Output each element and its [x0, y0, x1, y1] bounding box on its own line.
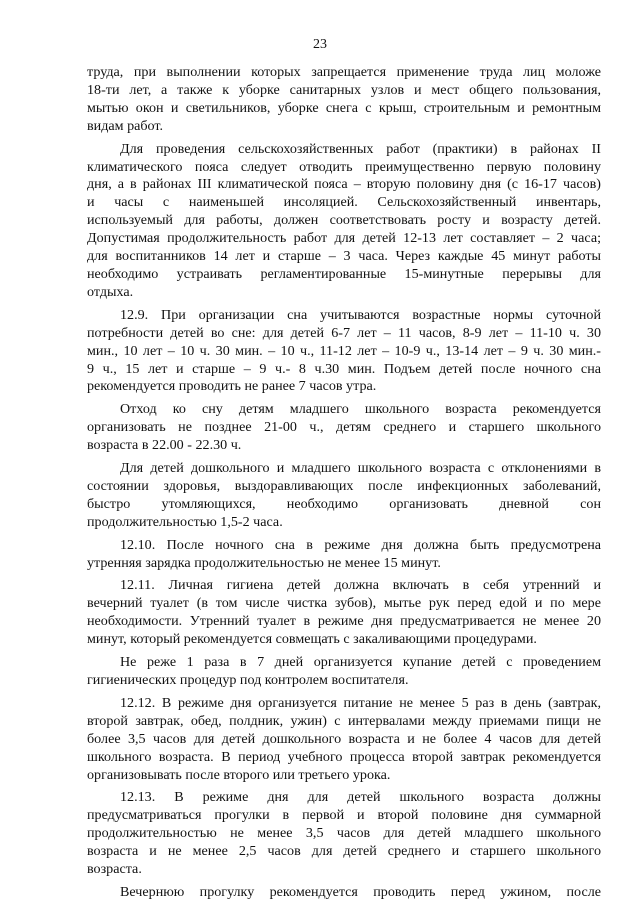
- paragraph: [87, 654, 601, 690]
- text-line: видам работ.: [87, 117, 164, 134]
- text-line: мытью окон и светильников, уборке снега с крыш, строительным и ремонтным: [87, 99, 601, 116]
- text-line: мин., 10 лет – 10 ч. 30 мин. – 10 ч., 11-12 лет – 10-9 ч., 13-14 лет – 9 ч. 30 мин.-: [87, 342, 601, 359]
- paragraph: [87, 884, 601, 902]
- paragraph: [87, 537, 601, 573]
- text-line: более 3,5 часов для детей дошкольного возраста и не более 4 часов для детей: [87, 730, 601, 747]
- text-line: вечерний туалет (в том числе чистка зубов), мытье рук перед едой и по мере: [87, 595, 601, 612]
- paragraph: [87, 401, 601, 455]
- text-line: возраста в 22.00 - 22.30 ч.: [87, 437, 242, 454]
- text-line: возраста и не менее 2,5 часов для детей среднего и старшего школьного: [87, 843, 601, 860]
- text-line: Допустимая продолжительность работ для детей 12-13 лет составляет – 2 часа;: [87, 230, 601, 247]
- text-line: отдыха.: [87, 283, 134, 300]
- text-line: Отход ко сну детям младшего школьного возраста рекомендуется: [120, 401, 601, 418]
- text-line: гигиенических процедур под контролем воспитателя.: [87, 672, 409, 688]
- paragraph: [87, 789, 601, 879]
- text-line: быстро утомляющихся, необходимо организовать дневной сон: [87, 495, 601, 512]
- text-line: дня, а в районах III климатической пояса – вторую половину дня (с 16-17 часов): [87, 176, 601, 193]
- text-line: Не реже 1 раза в 7 дней организуется купание детей с проведением: [120, 654, 601, 671]
- text-line: утренняя зарядка продолжительностью не менее 15 минут.: [87, 554, 441, 571]
- text-line: необходимо устраивать регламентированные 15-минутные перерывы для: [87, 265, 601, 282]
- text-line: продолжительностью 1,5-2 часа.: [87, 513, 283, 530]
- document-body: [87, 64, 601, 902]
- text-line: организовать не позднее 21-00 ч., детям среднего и старшего школьного: [87, 419, 601, 436]
- text-line: климатического пояса следует отводить преимущественно первую половину: [87, 158, 601, 175]
- text-line: потребности детей во сне: для детей 6-7 лет – 11 часов, 8-9 лет – 11-10 ч. 30: [87, 324, 601, 341]
- text-line: необходимости. Утренний туалет в режиме дня предусматривается не менее 20: [87, 613, 601, 630]
- text-line: 12.9. При организации сна учитываются возрастные нормы суточной: [120, 306, 601, 323]
- text-line: организовывать после второго или третьего урока.: [87, 766, 391, 783]
- text-line: 9 ч., 15 лет и старше – 9 ч.- 8 ч.30 мин. Подъем детей после ночного сна: [87, 360, 601, 377]
- text-line: Для детей дошкольного и младшего школьного возраста с отклонениями в: [120, 460, 601, 477]
- text-line: Для проведения сельскохозяйственных работ (практики) в районах II: [120, 140, 601, 157]
- text-line: используемый для работы, должен соответствовать росту и возрасту детей.: [87, 212, 601, 229]
- text-line: состоянии здоровья, выздоравливающих после инфекционных заболеваний,: [87, 477, 601, 494]
- text-line: второй завтрак, обед, полдник, ужин) с интервалами между приемами пищи не: [87, 712, 601, 729]
- paragraph: [87, 307, 601, 397]
- text-line: 12.10. После ночного сна в режиме дня должна быть предусмотрена: [120, 536, 601, 553]
- text-line: 12.12. В режиме дня организуется питание не менее 5 раз в день (завтрак,: [120, 694, 601, 711]
- text-line: школьного возраста. В период учебного процесса второй завтрак рекомендуется: [87, 748, 601, 765]
- text-line: возраста.: [87, 861, 142, 878]
- paragraph: [87, 64, 601, 136]
- paragraph: [87, 695, 601, 785]
- text-line: и часы с наименьшей инсоляцией. Сельскохозяйственный инвентарь,: [87, 194, 601, 211]
- paragraph: [87, 141, 601, 302]
- text-line: предусматриваться прогулки в первой и второй половине дня суммарной: [87, 807, 601, 824]
- text-line: для воспитанников 14 лет и старше – 3 часа. Через каждые 45 минут работы: [87, 248, 601, 265]
- text-line: рекомендуется проводить не ранее 7 часов утра.: [87, 378, 377, 395]
- page-number: 23: [313, 37, 327, 52]
- text-line: 12.11. Личная гигиена детей должна включать в себя утренний и: [120, 577, 601, 594]
- paragraph: [87, 460, 601, 532]
- text-line: 12.13. В режиме дня для детей школьного возраста должны: [120, 789, 601, 806]
- text-line: 18-ти лет, а также к уборке санитарных узлов и мест общего пользования,: [87, 81, 601, 98]
- text-line: продолжительностью не менее 3,5 часов для детей младшего школьного: [87, 825, 601, 842]
- paragraph: [87, 577, 601, 649]
- text-line: труда, при выполнении которых запрещается применение труда лиц моложе: [87, 64, 601, 80]
- text-line: Вечернюю прогулку рекомендуется проводить перед ужином, после: [120, 883, 601, 900]
- text-line: минут, который рекомендуется совмещать с закаливающими процедурами.: [87, 631, 537, 648]
